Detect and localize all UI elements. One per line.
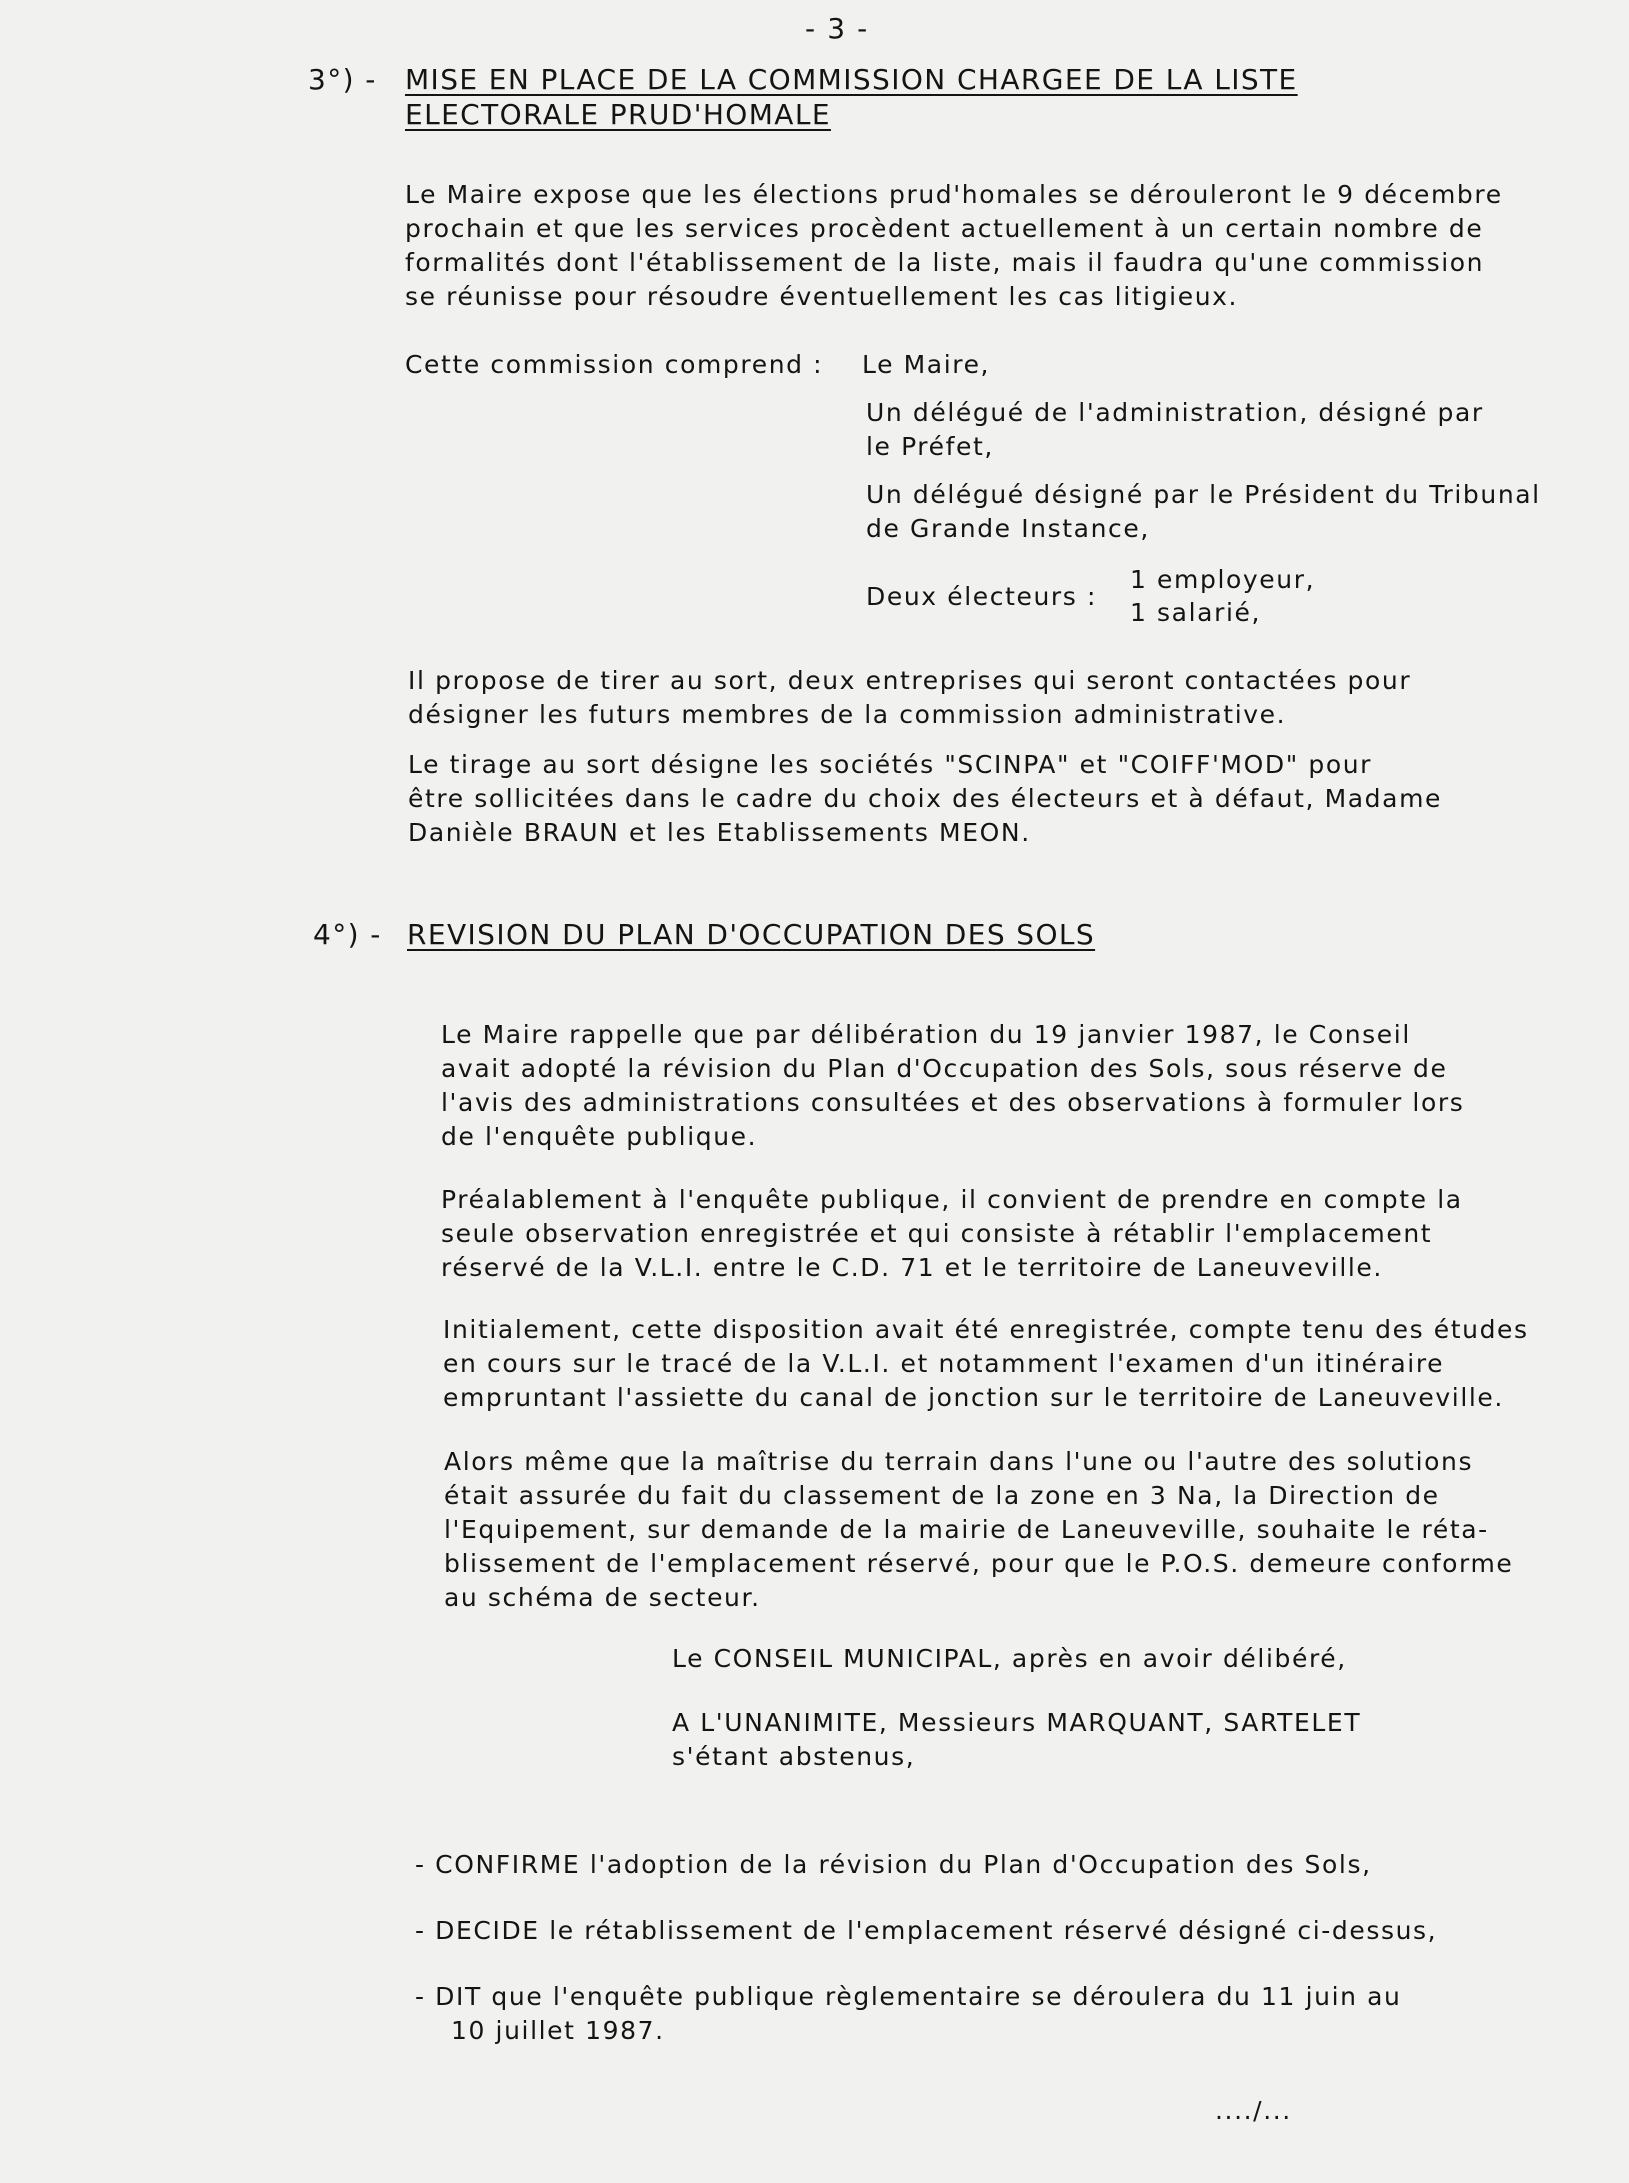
section-4-para-4-line-5: au schéma de secteur. (444, 1583, 761, 1612)
section-4-para-1-line-1: Le Maire rappelle que par délibération du 19 janvier 1987, le Conseil (441, 1020, 1411, 1049)
page-number: - 3 - (805, 12, 869, 45)
member-maire: Le Maire, (862, 350, 991, 379)
section-4-para-1-line-3: l'avis des administrations consultées et des observations à formuler lors (441, 1088, 1465, 1117)
member-delegue-tribunal-line-2: de Grande Instance, (866, 514, 1150, 543)
unanimite-line-2: s'étant abstenus, (672, 1742, 916, 1771)
section-4-para-1-line-4: de l'enquête publique. (441, 1122, 758, 1151)
section-4-para-4-line-4: blissement de l'emplacement réservé, pour que le P.O.S. demeure conforme (444, 1549, 1514, 1578)
section-4-para-1-line-2: avait adopté la révision du Plan d'Occupation des Sols, sous réserve de (441, 1054, 1448, 1083)
section-4-number: 4°) - (313, 918, 382, 951)
member-electeur-employeur: 1 employeur, (1130, 565, 1316, 594)
section-4-para-3-line-3: empruntant l'assiette du canal de jonction sur le territoire de Laneuveville. (443, 1383, 1504, 1412)
section-3-para-1-line-2: prochain et que les services procèdent actuellement à un certain nombre de (405, 214, 1484, 243)
section-4-para-2-line-2: seule observation enregistrée et qui consiste à rétablir l'emplacement (441, 1219, 1433, 1248)
section-3-para-3-line-1: Le tirage au sort désigne les sociétés "SCINPA" et "COIFF'MOD" pour (408, 750, 1373, 779)
member-delegue-admin-line-1: Un délégué de l'administration, désigné par (866, 398, 1484, 427)
section-3-para-2-line-2: désigner les futurs membres de la commission administrative. (408, 700, 1287, 729)
decision-dit-line-2: 10 juillet 1987. (451, 2016, 665, 2045)
member-delegue-admin-line-2: le Préfet, (866, 432, 994, 461)
unanimite-line-1: A L'UNANIMITE, Messieurs MARQUANT, SARTELET (672, 1708, 1362, 1737)
decision-dit-line-1: - DIT que l'enquête publique règlementaire se déroulera du 11 juin au (415, 1982, 1402, 2011)
section-4-para-4-line-1: Alors même que la maîtrise du terrain dans l'une ou l'autre des solutions (444, 1447, 1474, 1476)
section-4-para-3-line-2: en cours sur le tracé de la V.L.I. et notamment l'examen d'un itinéraire (443, 1349, 1445, 1378)
conseil-statement: Le CONSEIL MUNICIPAL, après en avoir délibéré, (672, 1644, 1347, 1673)
member-delegue-tribunal-line-1: Un délégué désigné par le Président du Tribunal (866, 480, 1541, 509)
section-3-para-1-line-1: Le Maire expose que les élections prud'homales se dérouleront le 9 décembre (405, 180, 1503, 209)
continuation-marker: ..../... (1215, 2096, 1292, 2125)
decision-decide: - DECIDE le rétablissement de l'emplacement réservé désigné ci-dessus, (415, 1916, 1438, 1945)
decision-confirme: - CONFIRME l'adoption de la révision du Plan d'Occupation des Sols, (415, 1850, 1372, 1879)
member-electeur-salarie: 1 salarié, (1130, 598, 1262, 627)
section-4-para-4-line-2: était assurée du fait du classement de la zone en 3 Na, la Direction de (444, 1481, 1440, 1510)
section-3-para-3-line-3: Danièle BRAUN et les Etablissements MEON. (408, 818, 1031, 847)
commission-intro: Cette commission comprend : (405, 350, 824, 379)
section-4-para-2-line-1: Préalablement à l'enquête publique, il convient de prendre en compte la (441, 1185, 1463, 1214)
section-3-para-1-line-3: formalités dont l'établissement de la liste, mais il faudra qu'une commission (405, 248, 1485, 277)
section-3-para-3-line-2: être sollicitées dans le cadre du choix des électeurs et à défaut, Madame (408, 784, 1442, 813)
section-3-para-2-line-1: Il propose de tirer au sort, deux entreprises qui seront contactées pour (408, 666, 1412, 695)
section-4-para-4-line-3: l'Equipement, sur demande de la mairie de Laneuveville, souhaite le réta- (444, 1515, 1489, 1544)
section-3-title-line-2: ELECTORALE PRUD'HOMALE (405, 98, 831, 131)
section-4-para-3-line-1: Initialement, cette disposition avait été enregistrée, compte tenu des études (443, 1315, 1529, 1344)
member-electeurs-label: Deux électeurs : (866, 582, 1097, 611)
section-3-number: 3°) - (308, 63, 377, 96)
section-4-para-2-line-3: réservé de la V.L.I. entre le C.D. 71 et le territoire de Laneuveville. (441, 1253, 1383, 1282)
section-4-title: REVISION DU PLAN D'OCCUPATION DES SOLS (407, 918, 1096, 951)
section-3-title-line-1: MISE EN PLACE DE LA COMMISSION CHARGEE DE LA LISTE (405, 63, 1298, 96)
section-3-para-1-line-4: se réunisse pour résoudre éventuellement les cas litigieux. (405, 282, 1239, 311)
